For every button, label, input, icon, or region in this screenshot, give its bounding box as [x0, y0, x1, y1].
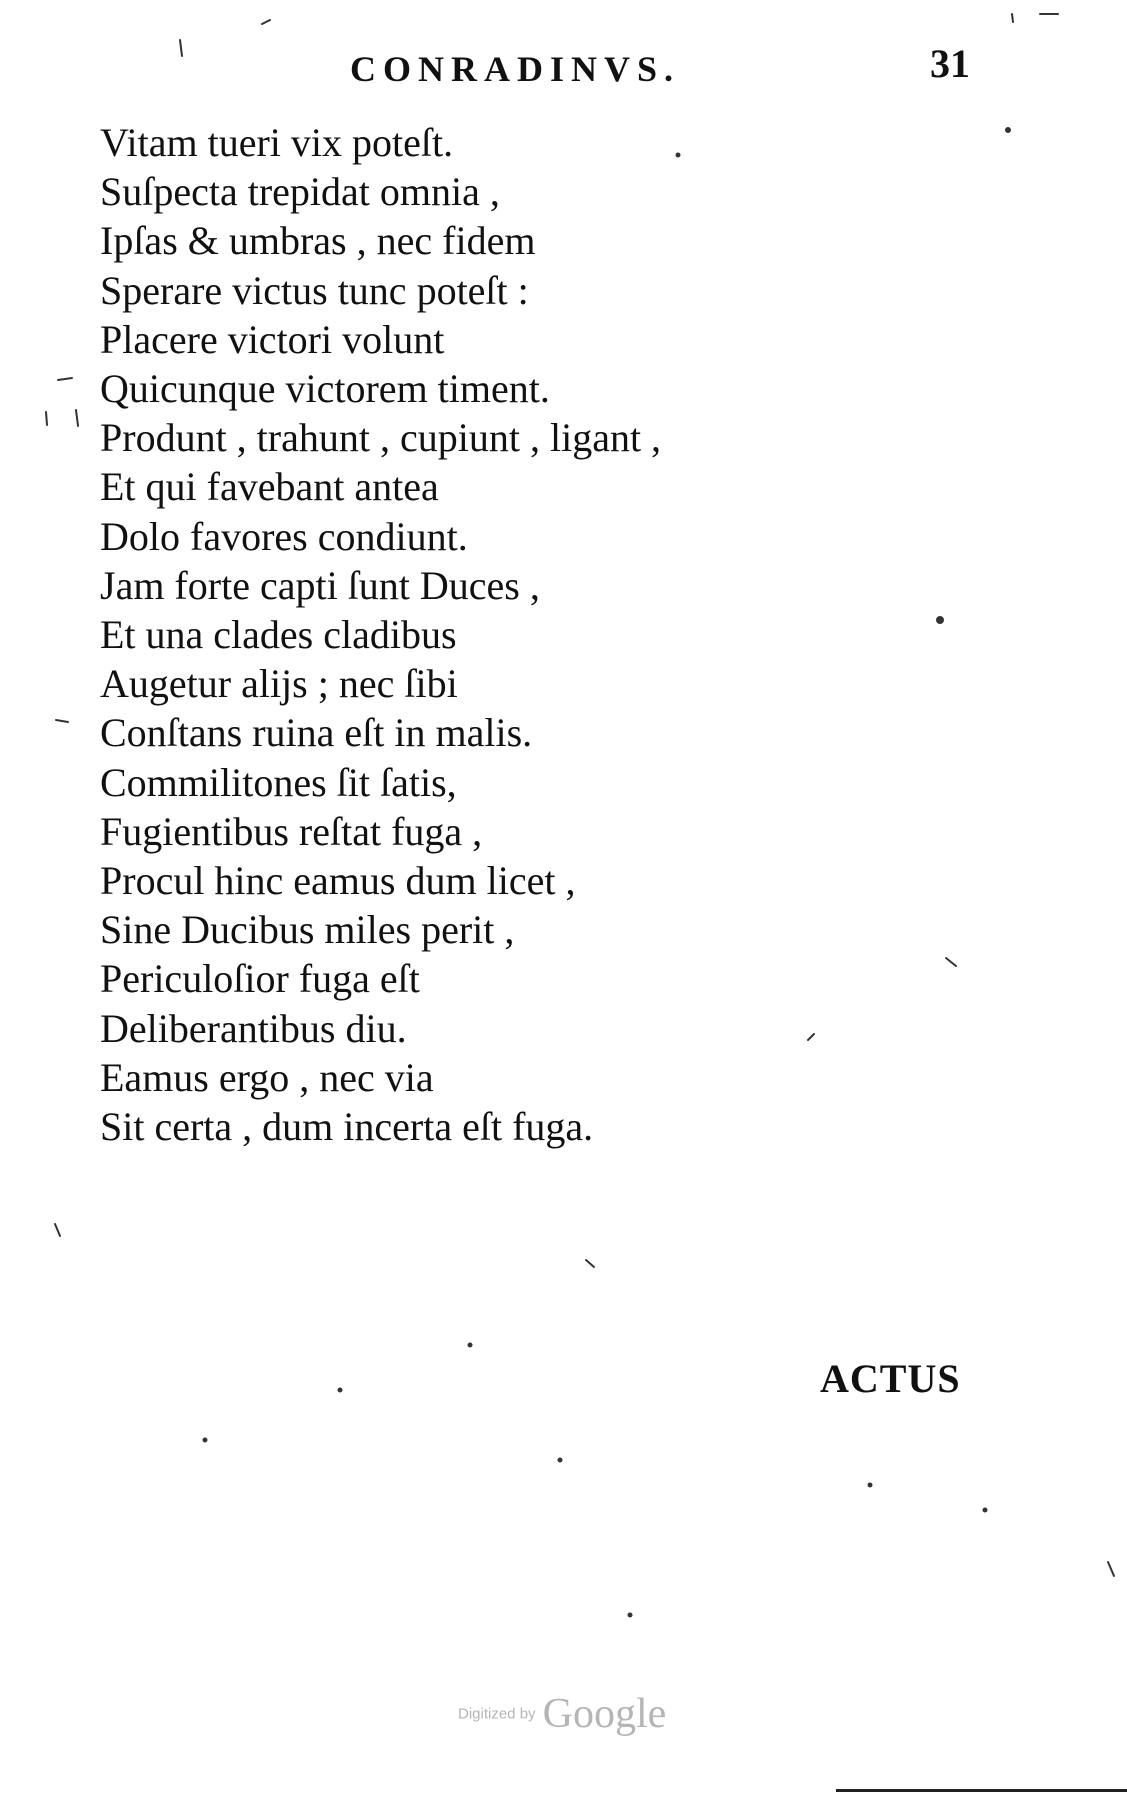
verse-line: Sine Ducibus miles perit , — [100, 907, 515, 953]
verse-line: Augetur alijs ; nec ſibi — [100, 661, 458, 707]
verse-line: Placere victori volunt — [100, 316, 445, 362]
verse-line: Produnt , trahunt , cupiunt , ligant , — [100, 415, 662, 461]
verse-line: Periculoſior fuga eſt — [100, 956, 420, 1002]
verse-line: Deliberantibus diu. — [100, 1005, 407, 1051]
verse-line: Et qui favebant antea — [100, 464, 439, 510]
bottom-rule — [836, 1789, 1127, 1792]
catchword: ACTUS — [820, 1356, 961, 1401]
verse-line: Eamus ergo , nec via — [100, 1054, 434, 1100]
verse-line: Dolo favores condiunt. — [100, 513, 468, 559]
page-number: 31 — [930, 41, 970, 86]
verse-line: Suſpecta trepidat omnia , — [100, 169, 500, 215]
verse-line: Sperare victus tunc poteſt : — [100, 267, 529, 313]
watermark-brand: Google — [542, 1691, 667, 1737]
verse-line: Conſtans ruina eſt in malis. — [100, 710, 533, 756]
verse-line: Jam forte capti ſunt Duces , — [100, 562, 540, 608]
verse-line: Sit certa , dum incerta eſt fuga. — [100, 1104, 594, 1150]
verse-line: Procul hinc eamus dum licet , — [100, 858, 576, 904]
verse-line: Commilitones ſit ſatis, — [100, 759, 457, 805]
verse-line: Et una clades cladibus — [100, 612, 457, 658]
running-head: CONRADINVS. — [350, 49, 681, 89]
verse-line: Ipſas & umbras , nec fidem — [100, 218, 536, 264]
verse-line: Vitam tueri vix poteſt. — [100, 120, 454, 165]
watermark-prefix: Digitized by — [458, 1705, 536, 1723]
verse-line: Fugientibus reſtat fuga , — [100, 808, 483, 854]
verse-line: Quicunque victorem timent. — [100, 366, 550, 412]
